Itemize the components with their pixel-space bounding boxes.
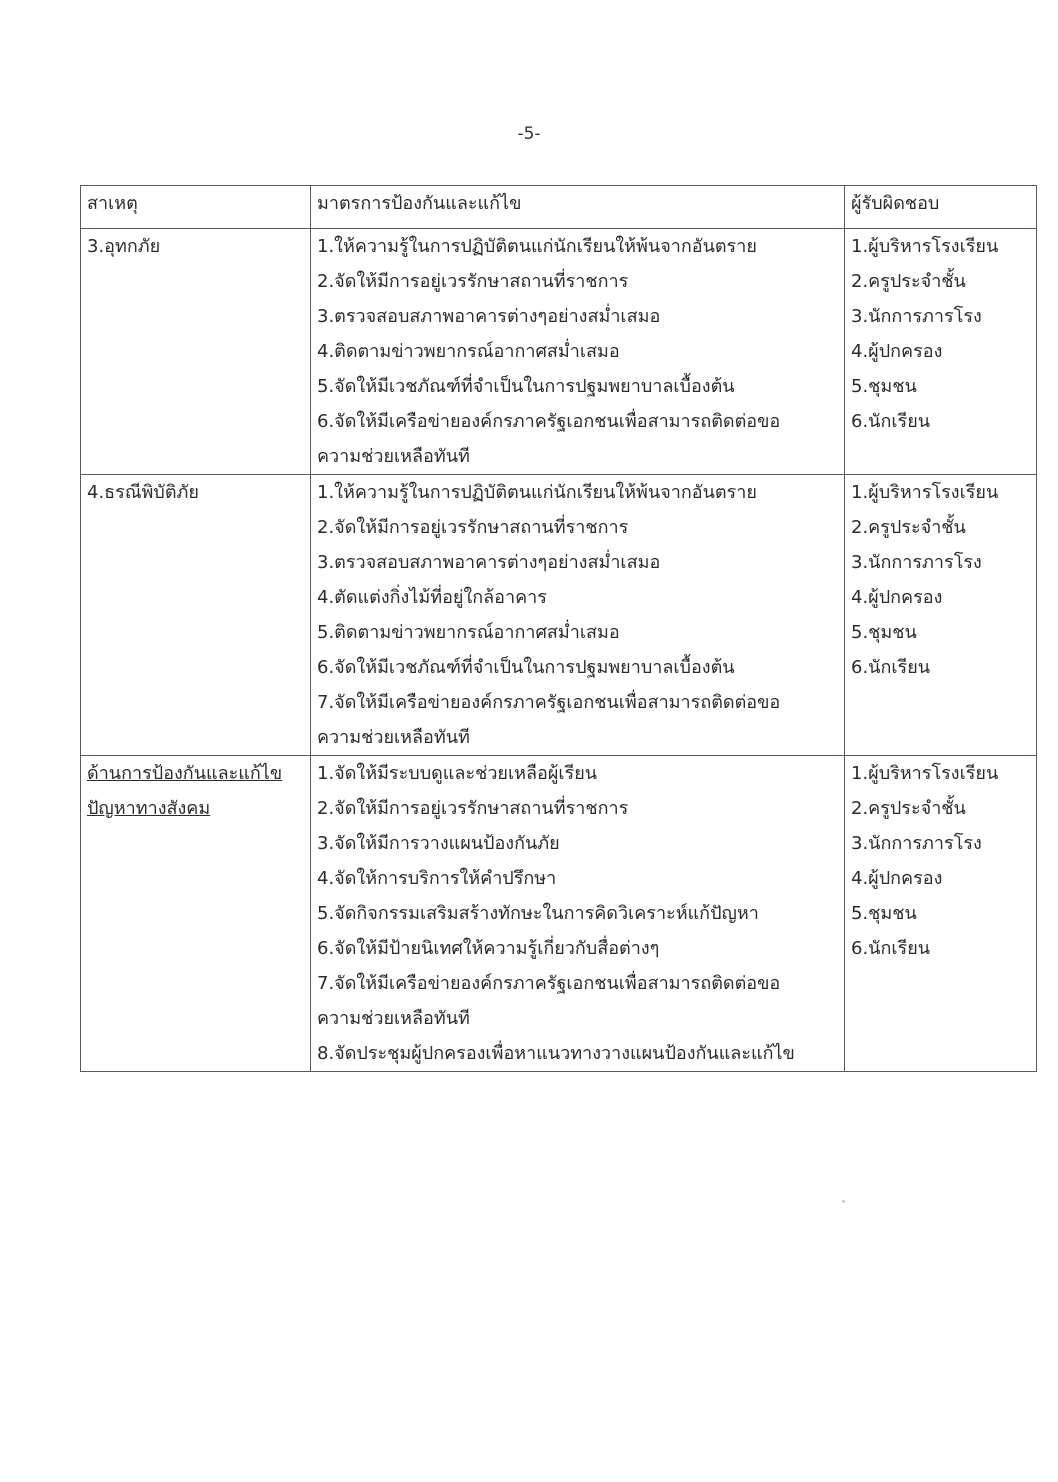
cause-line: ด้านการป้องกันและแก้ไข (87, 763, 283, 784)
measure-item: 2.จัดให้มีการอยู่เวรรักษาสถานที่ราชการ (317, 517, 629, 538)
scan-speck (842, 1200, 845, 1203)
measure-item: 6.จัดให้มีเวชภัณฑ์ที่จำเป็นในการปฐมพยาบาลเบื้องต้น (317, 657, 735, 678)
header-responsible: ผู้รับผิดชอบ (845, 186, 1037, 229)
responsible-item: 2.ครูประจำชั้น (851, 517, 966, 538)
measure-item: 7.จัดให้มีเครือข่ายองค์กรภาครัฐเอกชนเพื่อสามารถติดต่อขอ (317, 973, 781, 994)
measure-item: 3.ตรวจสอบสภาพอาคารต่างๆอย่างสม่ำเสมอ (317, 552, 661, 573)
responsible-item: 1.ผู้บริหารโรงเรียน (851, 763, 999, 784)
responsible-item: 5.ชุมชน (851, 622, 917, 643)
measure-item-continuation: ความช่วยเหลือทันที (317, 446, 470, 467)
responsible-cell (845, 756, 1037, 1072)
cause-cell: 3.อุทกภัย (81, 229, 311, 475)
responsible-cell (845, 475, 1037, 756)
responsible-item: 4.ผู้ปกครอง (851, 587, 943, 608)
responsible-item: 2.ครูประจำชั้น (851, 798, 966, 819)
table-header-row (81, 186, 1037, 229)
responsible-item: 1.ผู้บริหารโรงเรียน (851, 236, 999, 257)
responsible-item: 6.นักเรียน (851, 938, 931, 959)
measure-item: 1.ให้ความรู้ในการปฏิบัติตนแก่นักเรียนให้พ้นจากอันตราย (317, 482, 757, 503)
measure-item: 5.จัดให้มีเวชภัณฑ์ที่จำเป็นในการปฐมพยาบาลเบื้องต้น (317, 376, 735, 397)
responsible-item: 3.นักการภารโรง (851, 552, 982, 573)
measure-item: 4.จัดให้การบริการให้คำปรึกษา (317, 868, 557, 889)
measure-item: 1.ให้ความรู้ในการปฏิบัติตนแก่นักเรียนให้พ้นจากอันตราย (317, 236, 757, 257)
cause-cell: 4.ธรณีพิบัติภัย (81, 475, 311, 756)
cause-line: ปัญหาทางสังคม (87, 798, 211, 819)
measure-item: 7.จัดให้มีเครือข่ายองค์กรภาครัฐเอกชนเพื่อสามารถติดต่อขอ (317, 692, 781, 713)
measure-item: 3.จัดให้มีการวางแผนป้องกันภัย (317, 833, 560, 854)
measure-item-continuation: ความช่วยเหลือทันที (317, 727, 470, 748)
responsible-item: 5.ชุมชน (851, 903, 917, 924)
responsible-item: 6.นักเรียน (851, 411, 931, 432)
measure-item: 3.ตรวจสอบสภาพอาคารต่างๆอย่างสม่ำเสมอ (317, 306, 661, 327)
responsible-cell (845, 229, 1037, 475)
measure-item: 4.ติดตามข่าวพยากรณ์อากาศสม่ำเสมอ (317, 341, 620, 362)
responsible-item: 4.ผู้ปกครอง (851, 868, 943, 889)
responsible-item: 3.นักการภารโรง (851, 306, 982, 327)
measure-item: 5.จัดกิจกรรมเสริมสร้างทักษะในการคิดวิเคราะห์แก้ปัญหา (317, 903, 759, 924)
header-cause: สาเหตุ (81, 186, 311, 229)
measure-item: 6.จัดให้มีป้ายนิเทศให้ความรู้เกี่ยวกับสื่อต่างๆ (317, 938, 660, 959)
measures-cell (311, 475, 845, 756)
measure-item: 2.จัดให้มีการอยู่เวรรักษาสถานที่ราชการ (317, 271, 629, 292)
measures-cell (311, 229, 845, 475)
measure-item: 2.จัดให้มีการอยู่เวรรักษาสถานที่ราชการ (317, 798, 629, 819)
responsible-item: 3.นักการภารโรง (851, 833, 982, 854)
measure-item: 4.ตัดแต่งกิ่งไม้ที่อยู่ใกล้อาคาร (317, 587, 547, 608)
measures-cell (311, 756, 845, 1072)
responsible-item: 1.ผู้บริหารโรงเรียน (851, 482, 999, 503)
cause-cell (81, 756, 311, 1072)
measures-table (80, 185, 1037, 1072)
table-row (81, 229, 1037, 475)
header-measures: มาตรการป้องกันและแก้ไข (311, 186, 845, 229)
measure-item: 6.จัดให้มีเครือข่ายองค์กรภาครัฐเอกชนเพื่อสามารถติดต่อขอ (317, 411, 781, 432)
table-row (81, 756, 1037, 1072)
page-number: -5- (517, 124, 541, 144)
responsible-item: 5.ชุมชน (851, 376, 917, 397)
measure-item: 5.ติดตามข่าวพยากรณ์อากาศสม่ำเสมอ (317, 622, 620, 643)
measure-item-continuation: ความช่วยเหลือทันที (317, 1008, 470, 1029)
measure-item: 1.จัดให้มีระบบดูและช่วยเหลือผู้เรียน (317, 763, 598, 784)
table-row (81, 475, 1037, 756)
responsible-item: 4.ผู้ปกครอง (851, 341, 943, 362)
responsible-item: 2.ครูประจำชั้น (851, 271, 966, 292)
responsible-item: 6.นักเรียน (851, 657, 931, 678)
measure-item: 8.จัดประชุมผู้ปกครองเพื่อหาแนวทางวางแผนป้องกันและแก้ไข (317, 1043, 795, 1064)
